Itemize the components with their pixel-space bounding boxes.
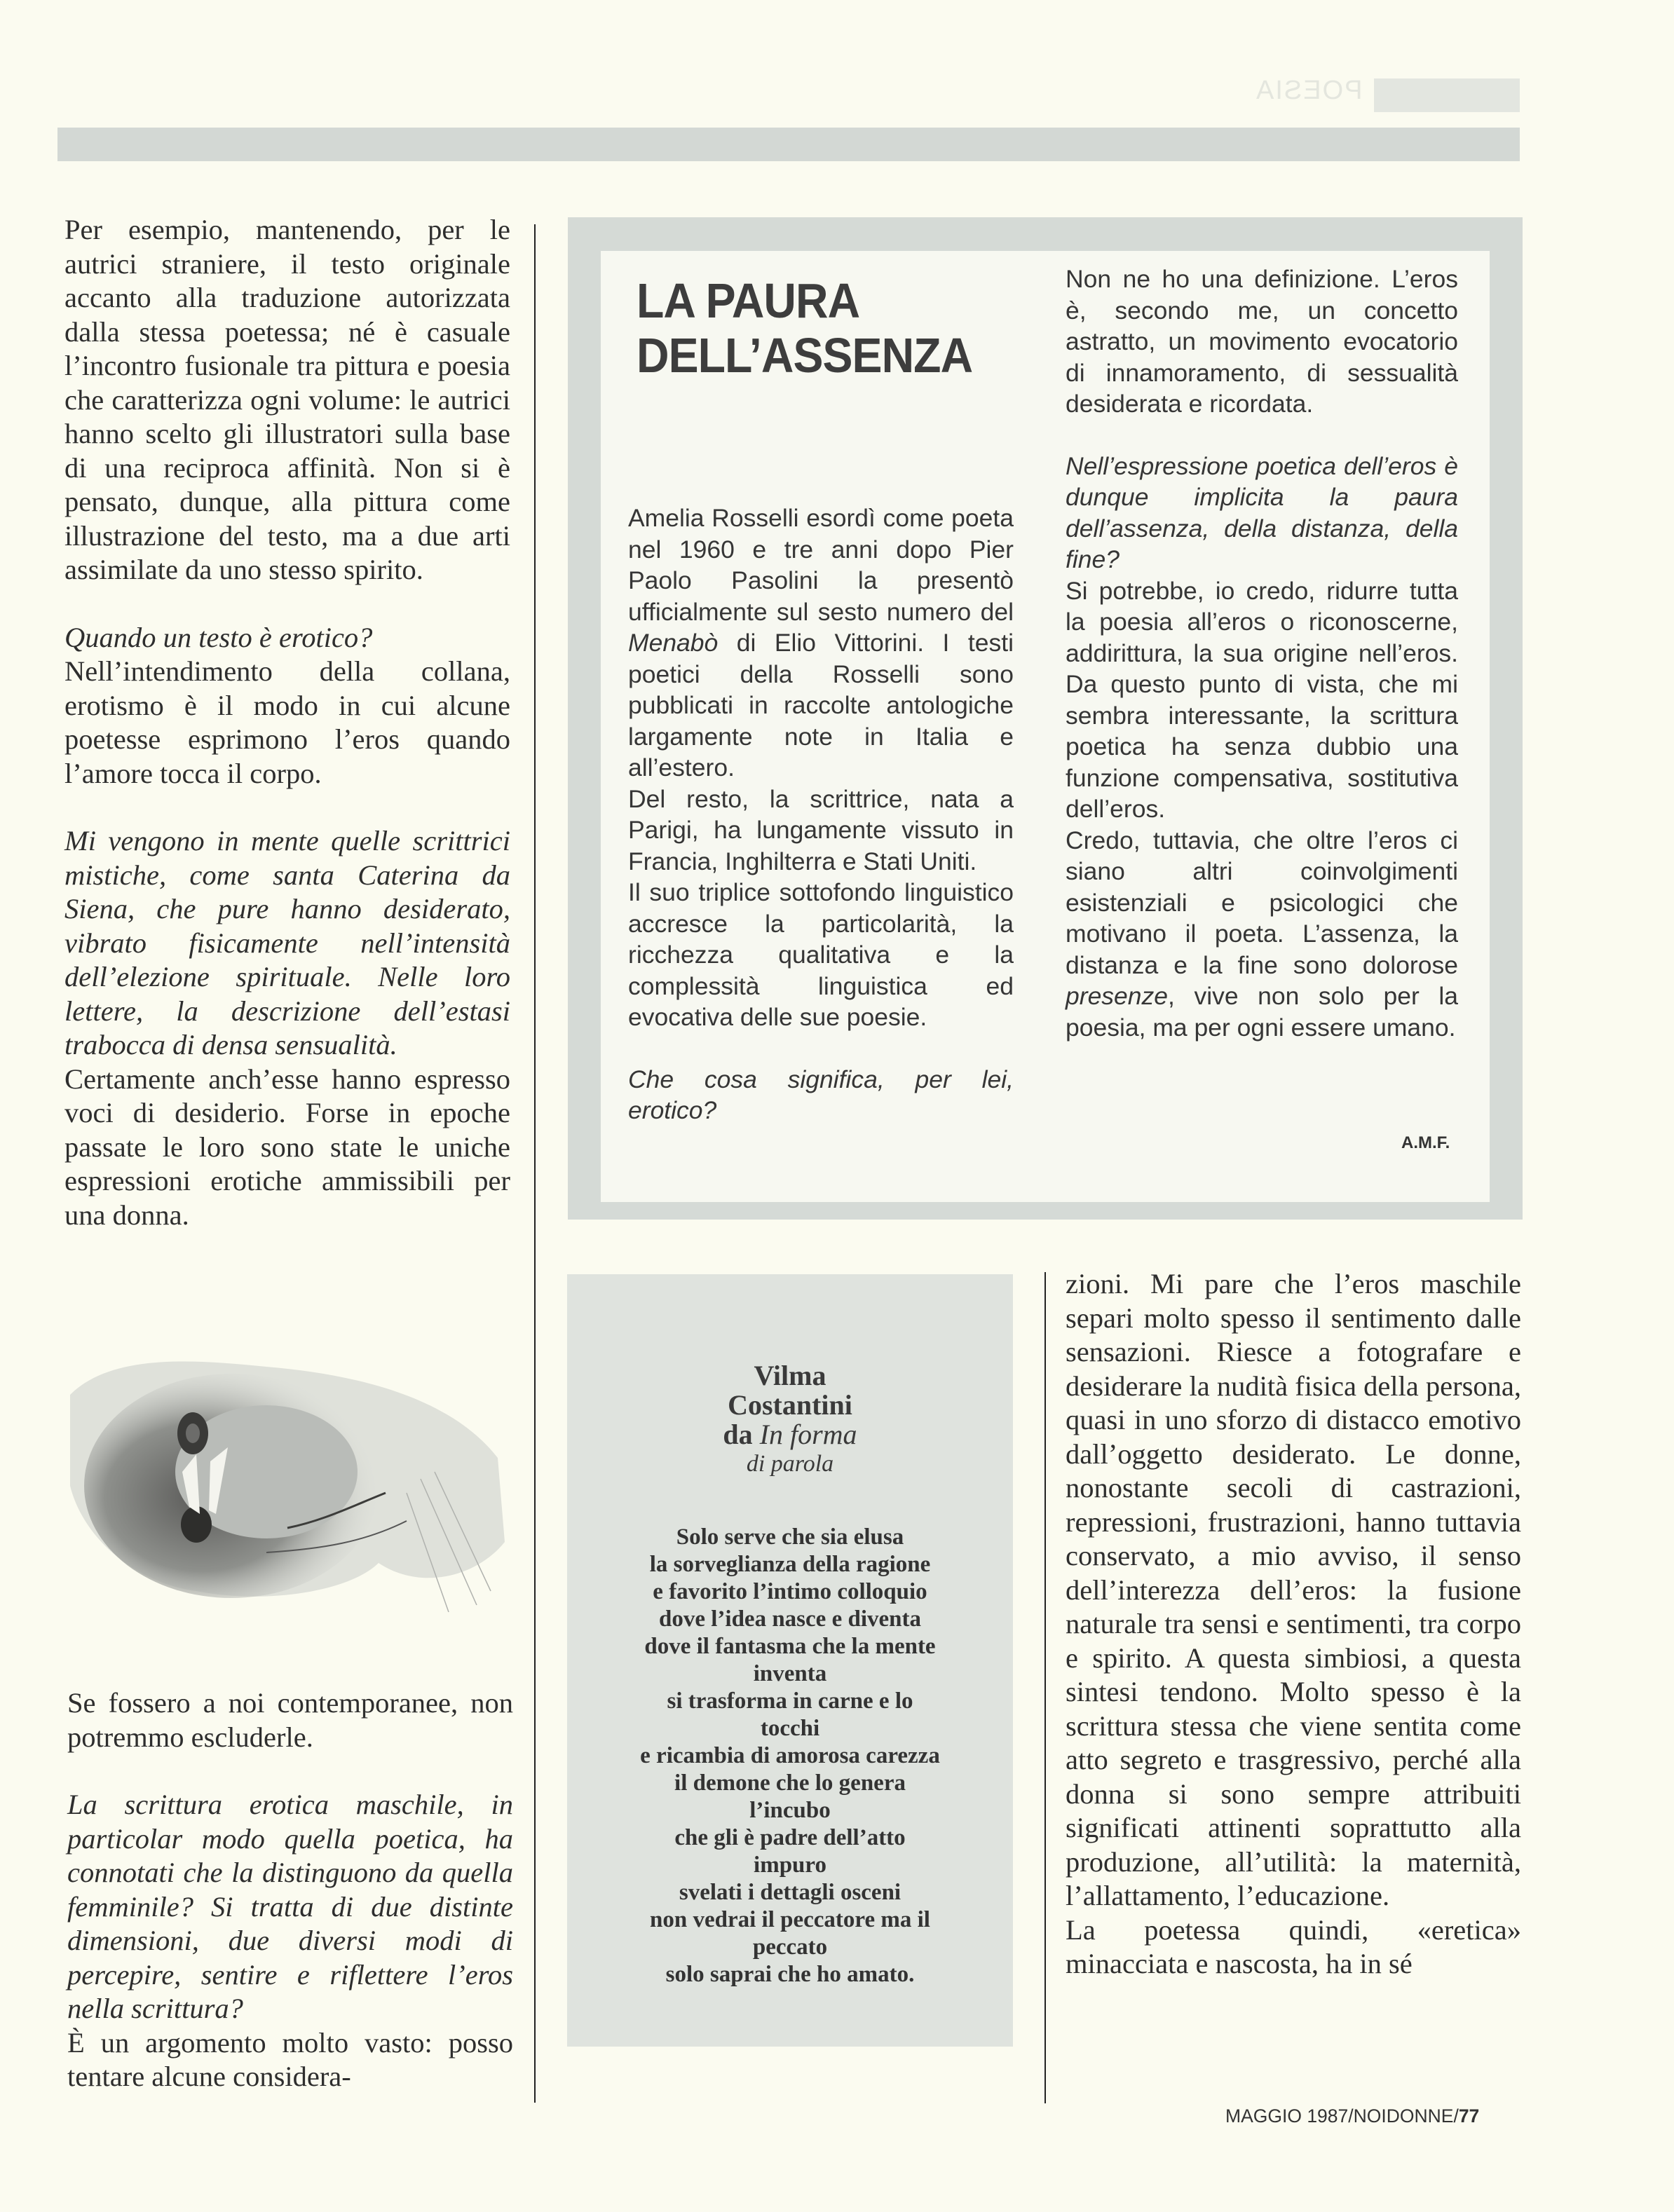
paragraph: zioni. Mi pare che l’eros maschile separi molto spesso il sentimento dalle sensazioni. Riesce a fotografare e desiderare la nudità fisica della persona, quasi in uno sforzo di distacco emotivo dall’oggetto desiderato. Le donne, nonostante secoli di castrazioni, repressioni, frustrazioni, hanno tuttavia conservato, a mio avviso, il senso dell’interezza dell’eros: la fusione naturale tra sensi e sentimenti, tra corpo e spirito. A questa simbiosi, a questa sintesi tendono. Molto spesso è la scrittura stessa che viene sentita come atto segreto e trasgressivo, perché alla donna si sono sempre attribuiti significati attinenti soprattutto alla produzione, all’utilità: la maternità, l’allattamento, l’educazione. — [1066, 1268, 1521, 1911]
poem-line: dove il fantasma che la mente — [644, 1634, 936, 1659]
poem-box — [567, 1274, 1013, 2047]
paragraph: Credo, tuttavia, che oltre l’eros ci siano altri coinvolgimenti esistenziali e psicologici che motivano il poeta. L’assenza, la distanza e la fine sono dolorose presenze, vive non solo per la poesia, ma per ogni essere umano. — [1066, 826, 1458, 1042]
paragraph: Nell’intendimento della collana, erotismo è il modo in cui alcune poetesse esprimono l’eros quando l’amore tocca il corpo. — [64, 655, 510, 789]
header-band — [57, 128, 1520, 161]
page-number: 77 — [1458, 2105, 1480, 2126]
poem-line: si trasforma in carne e lo — [667, 1688, 913, 1714]
poem-line: Solo serve che sia elusa — [676, 1524, 904, 1550]
poem-line: solo saprai che ho amato. — [665, 1962, 915, 1987]
sidebar-column-2 — [1066, 264, 1458, 1043]
sidebar-title: LA PAURA DELL’ASSENZA — [637, 273, 973, 383]
poem-text — [567, 1524, 1013, 1988]
bird-drawing-icon — [56, 1311, 512, 1626]
section-tab-marker — [1374, 78, 1520, 112]
left-column — [64, 213, 510, 1232]
paragraph: Del resto, la scrittrice, nata a Parigi, ha lungamente vissuto in Francia, Inghilterra e Stati Uniti. — [628, 784, 1014, 875]
paragraph: È un argomento molto vasto: posso tentare alcune considera- — [67, 2026, 513, 2092]
poem-author: Vilma — [754, 1360, 826, 1391]
column-divider — [1044, 1272, 1046, 2103]
interview-question: Mi vengono in mente quelle scrittrici mistiche, come santa Caterina da Siena, che pure hanno desiderato, vibrato fisicamente nell’intensità dell’elezione spirituale. Nelle loro lettere, la descrizione dell’estasi trabocca di densa sensualità. — [64, 825, 510, 1060]
poem-source: di parola — [746, 1451, 834, 1477]
poem-line: tocchi — [760, 1716, 820, 1741]
poem-source: da In forma — [723, 1419, 857, 1450]
poem-line: e ricambia di amorosa carezza — [640, 1743, 940, 1768]
poem-line: l’incubo — [749, 1798, 831, 1823]
poem-line: la sorveglianza della ragione — [649, 1552, 931, 1577]
poem-author: Costantini — [728, 1389, 852, 1421]
section-label: POESIA — [1255, 76, 1363, 105]
paragraph: Per esempio, mantenendo, per le autrici straniere, il testo originale accanto alla traduzione autorizzata dalla stessa poetessa; né è casuale l’incontro fusionale tra pittura e poesia che caratterizza ogni volume: le autrici hanno scelto gli illustratori sulla base di una reciproca affinità. Non si è pensato, dunque, alla pittura come illustrazione del testo, ma a due arti assimilate da uno stesso spirito. — [64, 214, 510, 585]
paragraph: Si potrebbe, io credo, ridurre tutta la poesia all’eros o riconoscerne, addirittura, la sua origine nell’eros. Da questo punto di vista, che mi sembra interessante, la scrittura poetica ha senza dubbio una funzione compensativa, sostitutiva dell’eros. — [1066, 576, 1458, 823]
author-signature: A.M.F. — [1401, 1133, 1450, 1152]
poem-line: impuro — [754, 1852, 826, 1878]
interview-question: Che cosa significa, per lei, erotico? — [628, 1065, 1014, 1124]
sidebar-column-1 — [628, 503, 1014, 1126]
paragraph: La poetessa quindi, «eretica» minacciata e nascosta, ha in sé — [1066, 1913, 1521, 1979]
magazine-title: Menabò — [628, 629, 719, 657]
poem-line: che gli è padre dell’atto — [674, 1825, 906, 1850]
interview-question: Quando un testo è erotico? — [64, 621, 373, 653]
poem-line: svelati i dettagli osceni — [679, 1880, 901, 1905]
poem-heading — [567, 1361, 1013, 1479]
paragraph: Il suo triplice sottofondo linguistico accresce la particolarità, la ricchezza qualitativa e la complessità linguistica ed evocativa delle sue poesie. — [628, 878, 1014, 1031]
poem-line: dove l’idea nasce e diventa — [659, 1606, 921, 1632]
poem-line: peccato — [752, 1934, 828, 1960]
column-divider — [534, 224, 536, 2103]
poem-line: non vedrai il peccatore ma il — [650, 1907, 930, 1932]
bird-illustration — [56, 1311, 512, 1626]
paragraph: Non ne ho una definizione. L’eros è, secondo me, un concetto astratto, un movimento evocatorio di innamoramento, di sessualità desiderata e ricordata. — [1066, 265, 1458, 418]
poem-line: inventa — [753, 1661, 827, 1686]
paragraph: Certamente anch’esse hanno espresso voci di desiderio. Forse in epoche passate le loro sono state le uniche espressioni erotiche ammissibili per una donna. — [64, 1063, 510, 1231]
paragraph: Amelia Rosselli esordì come poeta nel 1960 e tre anni dopo Pier Paolo Pasolini la presentò ufficialmente sul sesto numero del Menabò di Elio Vittorini. I testi poetici della Rosselli sono pubblicati in raccolte antologiche largamente note in Italia e all’estero. — [628, 504, 1014, 781]
paragraph: Se fossero a noi contemporanee, non potremmo escluderle. — [67, 1687, 513, 1753]
interview-question: La scrittura erotica maschile, in particolar modo quella poetica, ha connotati che la distinguono da quella femminile? Si tratta di due distinte dimensioni, due diversi modi di percepire, sentire e riflettere l’eros nella scrittura? — [67, 1789, 513, 2024]
issue-label: MAGGIO 1987/NOIDONNE/ — [1225, 2105, 1459, 2126]
page-footer — [1225, 2105, 1479, 2127]
left-column-bottom — [67, 1686, 513, 2094]
right-column — [1066, 1267, 1521, 1981]
interview-question: Nell’espressione poetica dell’eros è dunque implicita la paura dell’assenza, della distanza, della fine? — [1066, 451, 1458, 573]
poem-line: il demone che lo genera — [674, 1770, 906, 1796]
poem-line: e favorito l’intimo colloquio — [653, 1579, 927, 1604]
